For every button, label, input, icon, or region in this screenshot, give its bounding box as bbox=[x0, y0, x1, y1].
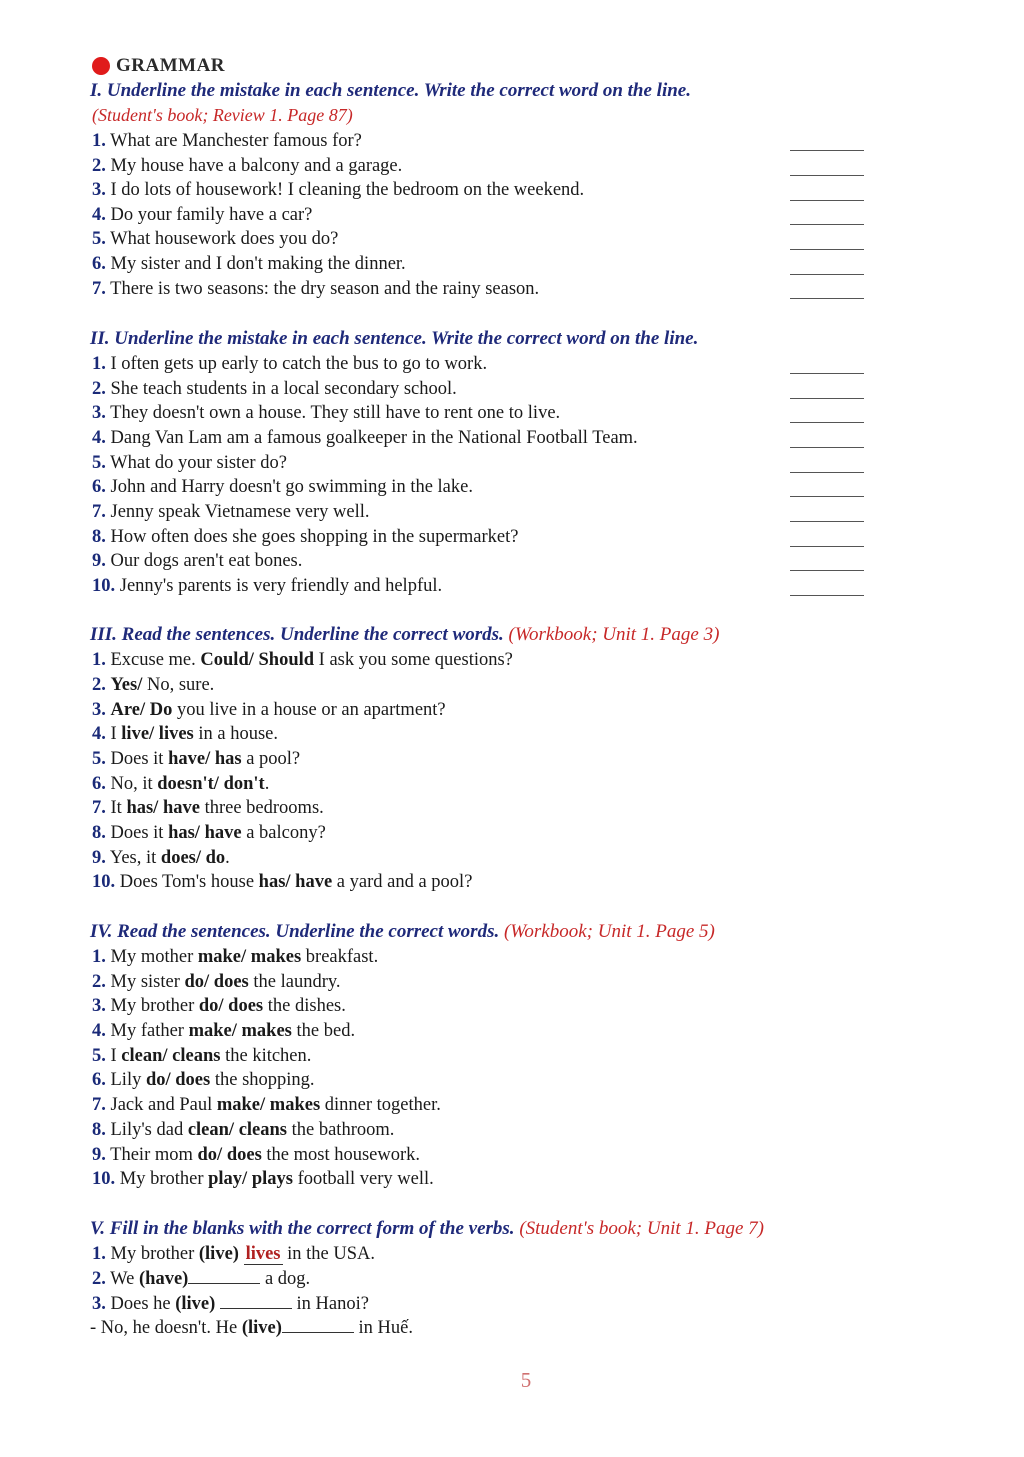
section-1-title: I. Underline the mistake in each sentence. Write the correct word on the line. bbox=[90, 80, 691, 101]
answer-blank[interactable] bbox=[220, 1293, 292, 1309]
answer-line[interactable] bbox=[790, 447, 864, 448]
page-number: 5 bbox=[520, 1368, 532, 1392]
s4-item-2: 2. My sister do/ does the laundry. bbox=[92, 972, 341, 992]
s2-item-1: 1. I often gets up early to catch the bus to go to work. bbox=[92, 354, 488, 374]
s1-item-7: 7. There is two seasons: the dry season and the rainy season. bbox=[92, 279, 540, 299]
s5-item-4: - No, he doesn't. He (live) in Huế. bbox=[90, 1318, 413, 1338]
answer-line[interactable] bbox=[790, 570, 864, 571]
s4-item-8: 8. Lily's dad clean/ cleans the bathroom. bbox=[92, 1120, 395, 1140]
grammar-heading bbox=[92, 54, 225, 78]
answer-field[interactable]: lives bbox=[245, 1244, 281, 1264]
s2-item-3: 3. They doesn't own a house. They still have to rent one to live. bbox=[92, 403, 561, 423]
s2-item-8: 8. How often does she goes shopping in the supermarket? bbox=[92, 527, 519, 547]
answer-line[interactable] bbox=[790, 546, 864, 547]
s4-item-9: 9. Their mom do/ does the most housework. bbox=[92, 1145, 421, 1165]
s3-item-5: 5. Does it have/ has a pool? bbox=[92, 749, 301, 769]
answer-line[interactable] bbox=[790, 373, 864, 374]
s3-item-3: 3. Are/ Do you live in a house or an apartment? bbox=[92, 700, 446, 720]
answer-line[interactable] bbox=[790, 422, 864, 423]
s3-item-8: 8. Does it has/ have a balcony? bbox=[92, 823, 326, 843]
s2-item-5: 5. What do your sister do? bbox=[92, 453, 287, 473]
s1-item-5: 5. What housework does you do? bbox=[92, 229, 339, 249]
section-4-reference: (Workbook; Unit 1. Page 5) bbox=[503, 921, 715, 942]
s5-item-2: 2. We (have) a dog. bbox=[92, 1269, 311, 1289]
section-5-reference: (Student's book; Unit 1. Page 7) bbox=[519, 1218, 764, 1239]
s1-item-6: 6. My sister and I don't making the dinner. bbox=[92, 254, 406, 274]
answer-line[interactable] bbox=[790, 249, 864, 250]
s3-item-6: 6. No, it doesn't/ don't. bbox=[92, 774, 270, 794]
answer-line[interactable] bbox=[790, 472, 864, 473]
section-1-reference: (Student's book; Review 1. Page 87) bbox=[92, 105, 353, 125]
s3-item-2: 2. Yes/ No, sure. bbox=[92, 675, 215, 695]
answer-line[interactable] bbox=[790, 496, 864, 497]
s4-item-4: 4. My father make/ makes the bed. bbox=[92, 1021, 356, 1041]
s3-item-10: 10. Does Tom's house has/ have a yard and a pool? bbox=[92, 872, 473, 892]
section-2-title: II. Underline the mistake in each sentence. Write the correct word on the line. bbox=[90, 328, 699, 349]
section-4-title: IV. Read the sentences. Underline the correct words. (Workbook; Unit 1. Page 5) bbox=[90, 921, 715, 942]
answer-line[interactable] bbox=[790, 521, 864, 522]
s4-item-3: 3. My brother do/ does the dishes. bbox=[92, 996, 346, 1016]
s4-item-10: 10. My brother play/ plays football very well. bbox=[92, 1169, 434, 1189]
s3-item-7: 7. It has/ have three bedrooms. bbox=[92, 798, 324, 818]
answer-line[interactable] bbox=[790, 200, 864, 201]
grammar-title: GRAMMAR bbox=[116, 55, 226, 76]
s4-item-7: 7. Jack and Paul make/ makes dinner together. bbox=[92, 1095, 441, 1115]
s2-item-6: 6. John and Harry doesn't go swimming in the lake. bbox=[92, 477, 473, 497]
answer-line[interactable] bbox=[790, 175, 864, 176]
s5-item-1: 1. My brother (live) lives in the USA. bbox=[92, 1244, 376, 1264]
s2-item-10: 10. Jenny's parents is very friendly and helpful. bbox=[92, 576, 443, 596]
s1-item-3: 3. I do lots of housework! I cleaning the bedroom on the weekend. bbox=[92, 180, 585, 200]
section-3-title: III. Read the sentences. Underline the correct words. (Workbook; Unit 1. Page 3) bbox=[90, 624, 720, 645]
answer-blank[interactable] bbox=[188, 1268, 260, 1284]
s2-item-7: 7. Jenny speak Vietnamese very well. bbox=[92, 502, 370, 522]
section-3-reference: (Workbook; Unit 1. Page 3) bbox=[508, 624, 720, 645]
s3-item-9: 9. Yes, it does/ do. bbox=[92, 848, 230, 868]
s4-item-1: 1. My mother make/ makes breakfast. bbox=[92, 947, 379, 967]
s3-item-1: 1. Excuse me. Could/ Should I ask you some questions? bbox=[92, 650, 513, 670]
s1-item-1: 1. What are Manchester famous for? bbox=[92, 131, 362, 151]
s5-item-3: 3. Does he (live) in Hanoi? bbox=[92, 1294, 369, 1314]
section-5-title: V. Fill in the blanks with the correct form of the verbs. (Student's book; Unit 1. Page 7) bbox=[90, 1218, 764, 1239]
s2-item-2: 2. She teach students in a local secondary school. bbox=[92, 379, 457, 399]
s3-item-4: 4. I live/ lives in a house. bbox=[92, 724, 279, 744]
answer-blank[interactable] bbox=[282, 1317, 354, 1333]
s1-item-4: 4. Do your family have a car? bbox=[92, 205, 313, 225]
answer-line[interactable] bbox=[790, 298, 864, 299]
answer-line[interactable] bbox=[790, 224, 864, 225]
answer-line[interactable] bbox=[790, 150, 864, 151]
s4-item-6: 6. Lily do/ does the shopping. bbox=[92, 1070, 315, 1090]
answer-line[interactable] bbox=[790, 274, 864, 275]
s2-item-9: 9. Our dogs aren't eat bones. bbox=[92, 551, 303, 571]
s4-item-5: 5. I clean/ cleans the kitchen. bbox=[92, 1046, 312, 1066]
s2-item-4: 4. Dang Van Lam am a famous goalkeeper in the National Football Team. bbox=[92, 428, 638, 448]
answer-line[interactable] bbox=[790, 595, 864, 596]
s1-item-2: 2. My house have a balcony and a garage. bbox=[92, 156, 403, 176]
red-bullet-icon bbox=[92, 57, 110, 75]
answer-line[interactable] bbox=[790, 398, 864, 399]
